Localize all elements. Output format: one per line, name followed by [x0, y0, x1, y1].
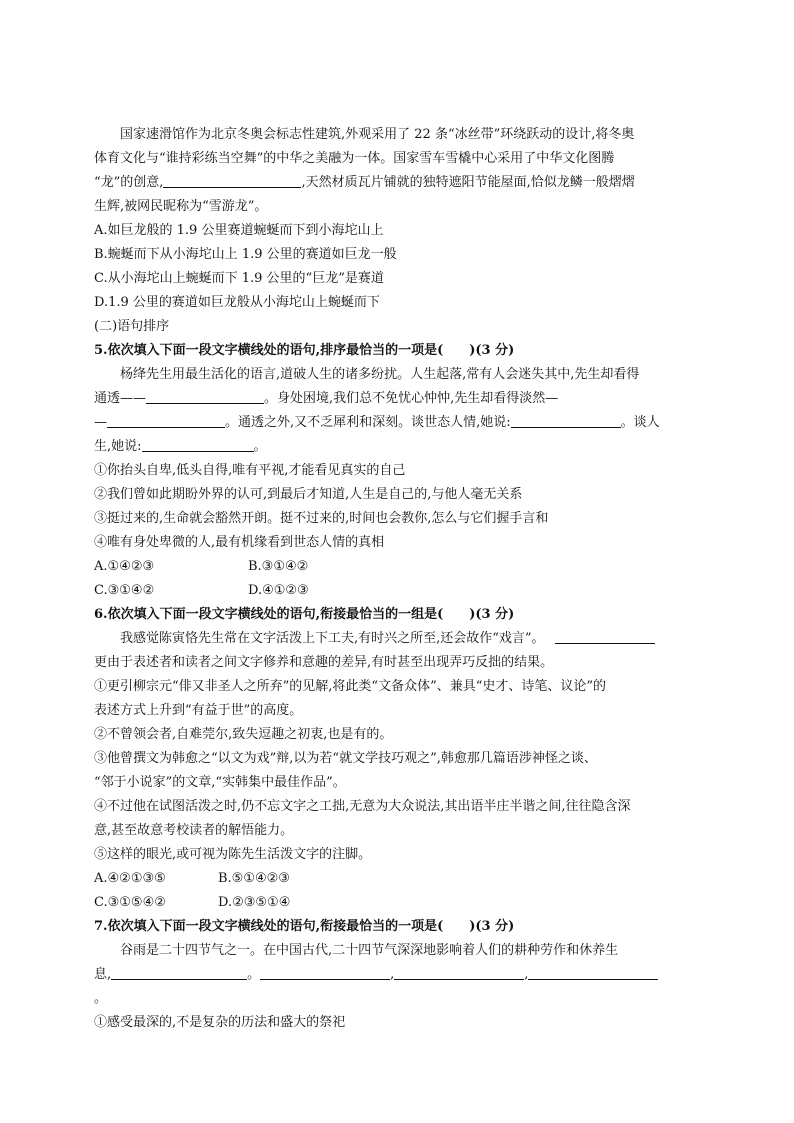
passage-line: 更由于表述者和读者之间文字修养和意趣的差异,有时甚至出现弄巧反拙的结果。: [94, 655, 554, 670]
option-a: A.①④②③: [94, 559, 155, 574]
sentence-item: ①你抬头自卑,低头自得,唯有平视,才能看见真实的自己: [94, 463, 406, 478]
answer-blank: [528, 966, 658, 980]
option-d: D.④①②③: [248, 583, 309, 598]
option-a: A.④②①③⑤: [94, 871, 166, 886]
sentence-item: ③他曾撰文为韩愈之“以文为戏”辩,以为若“就文学技巧观之”,韩愈那几篇语涉神怪之谈、: [94, 751, 597, 766]
passage-line: — 。通透之外,又不乏犀利和深刻。谈世态人情,她说: 。谈人: [94, 415, 660, 430]
question-6-stem: 6.依次填入下面一段文字横线处的语句,衔接最恰当的一组是( )(3 分): [94, 607, 515, 622]
passage-line: 生辉,被网民昵称为“雪游龙”。: [94, 199, 268, 214]
sentence-item: 意,甚至故意考校读者的解悟能力。: [94, 823, 294, 838]
sentence-item: ①感受最深的,不是复杂的历法和盛大的祭祀: [94, 1015, 346, 1030]
sentence-item: “邻于小说家”的文章,“实韩集中最佳作品”。: [94, 775, 346, 790]
passage-line: 生,她说: 。: [94, 439, 267, 454]
question-7-stem: 7.依次填入下面一段文字横线处的语句,衔接最恰当的一项是( )(3 分): [94, 919, 515, 934]
passage-line: 杨绛先生用最生活化的语言,道破人生的诸多纷扰。人生起落,常有人会迷失其中,先生却看得: [120, 367, 640, 382]
option-b: B.蜿蜒而下从小海坨山上 1.9 公里的赛道如巨龙一般: [94, 247, 397, 262]
option-d: D.1.9 公里的赛道如巨龙般从小海坨山上蜿蜒而下: [94, 295, 380, 310]
answer-blank: [142, 438, 254, 452]
answer-blank: [511, 414, 621, 428]
options-row: [94, 582, 309, 600]
answer-blank: [260, 966, 390, 980]
question-5-stem: 5.依次填入下面一段文字横线处的语句,排序最恰当的一项是( )(3 分): [94, 343, 515, 358]
section-title: (二)语句排序: [94, 319, 170, 334]
passage-line: “龙”的创意, ,天然材质瓦片铺就的独特遮阳节能屋面,恰似龙鳞一般熠熠: [94, 175, 635, 190]
sentence-item: ④唯有身处卑微的人,最有机缘看到世态人情的真相: [94, 535, 385, 550]
option-c: C.③①④②: [94, 583, 155, 598]
answer-blank: [394, 966, 524, 980]
option-a: A.如巨龙般的 1.9 公里赛道蜿蜒而下到小海坨山上: [94, 223, 384, 238]
sentence-item: ②不曾领会者,自难莞尔,致失逗趣之初衷,也是有的。: [94, 727, 393, 742]
passage-line: 体育文化与“谁持彩练当空舞”的中华之美融为一体。国家雪车雪橇中心采用了中华文化图腾: [94, 151, 615, 166]
passage-line: 通透—— 。身处困境,我们总不免忧心忡忡,先生却看得淡然—: [94, 391, 559, 406]
option-c: C.从小海坨山上蜿蜒而下 1.9 公里的“巨龙”是赛道: [94, 271, 384, 286]
sentence-item: ③挺过来的,生命就会豁然开朗。挺不过来的,时间也会教你,怎么与它们握手言和: [94, 511, 549, 526]
answer-blank: [111, 966, 247, 980]
option-d: D.②③⑤①④: [218, 895, 291, 910]
passage-line: 谷雨是二十四节气之一。在中国古代,二十四节气深深地影响着人们的耕种劳作和休养生: [120, 943, 619, 958]
sentence-item: ⑤这样的眼光,或可视为陈先生活泼文字的注脚。: [94, 847, 372, 862]
options-row: [94, 558, 308, 576]
sentence-item: ①更引柳宗元“俳又非圣人之所弃”的见解,将此类“文备众体”、兼具“史才、诗笔、议论”的: [94, 679, 607, 694]
sentence-item: 表述方式上升到“有益于世”的高度。: [94, 703, 303, 718]
sentence-item: ②我们曾如此期盼外界的认可,到最后才知道,人生是自己的,与他人毫无关系: [94, 487, 523, 502]
option-b: B.③①④②: [248, 559, 309, 574]
answer-blank: [555, 630, 655, 644]
sentence-item: ④不过他在试图活泼之时,仍不忘文字之工拙,无意为大众说法,其出语半庄半谐之间,往往隐含深: [94, 799, 631, 814]
passage-line: 息, 。 , ,: [94, 966, 658, 984]
option-c: C.③①⑤④②: [94, 895, 166, 910]
passage-line: 。: [94, 991, 108, 1006]
passage-line: 我感觉陈寅恪先生常在文字活泼上下工夫,有时兴之所至,还会故作“戏言”。: [120, 630, 655, 648]
options-row: [94, 870, 290, 888]
options-row: [94, 894, 290, 912]
answer-blank: [107, 414, 225, 428]
answer-blank: [146, 390, 264, 404]
option-b: B.⑤①④②③: [218, 871, 290, 886]
answer-blank: [163, 174, 301, 188]
passage-line: 国家速滑馆作为北京冬奥会标志性建筑,外观采用了 22 条“冰丝带”环绕跃动的设计,将冬奥: [120, 127, 635, 142]
